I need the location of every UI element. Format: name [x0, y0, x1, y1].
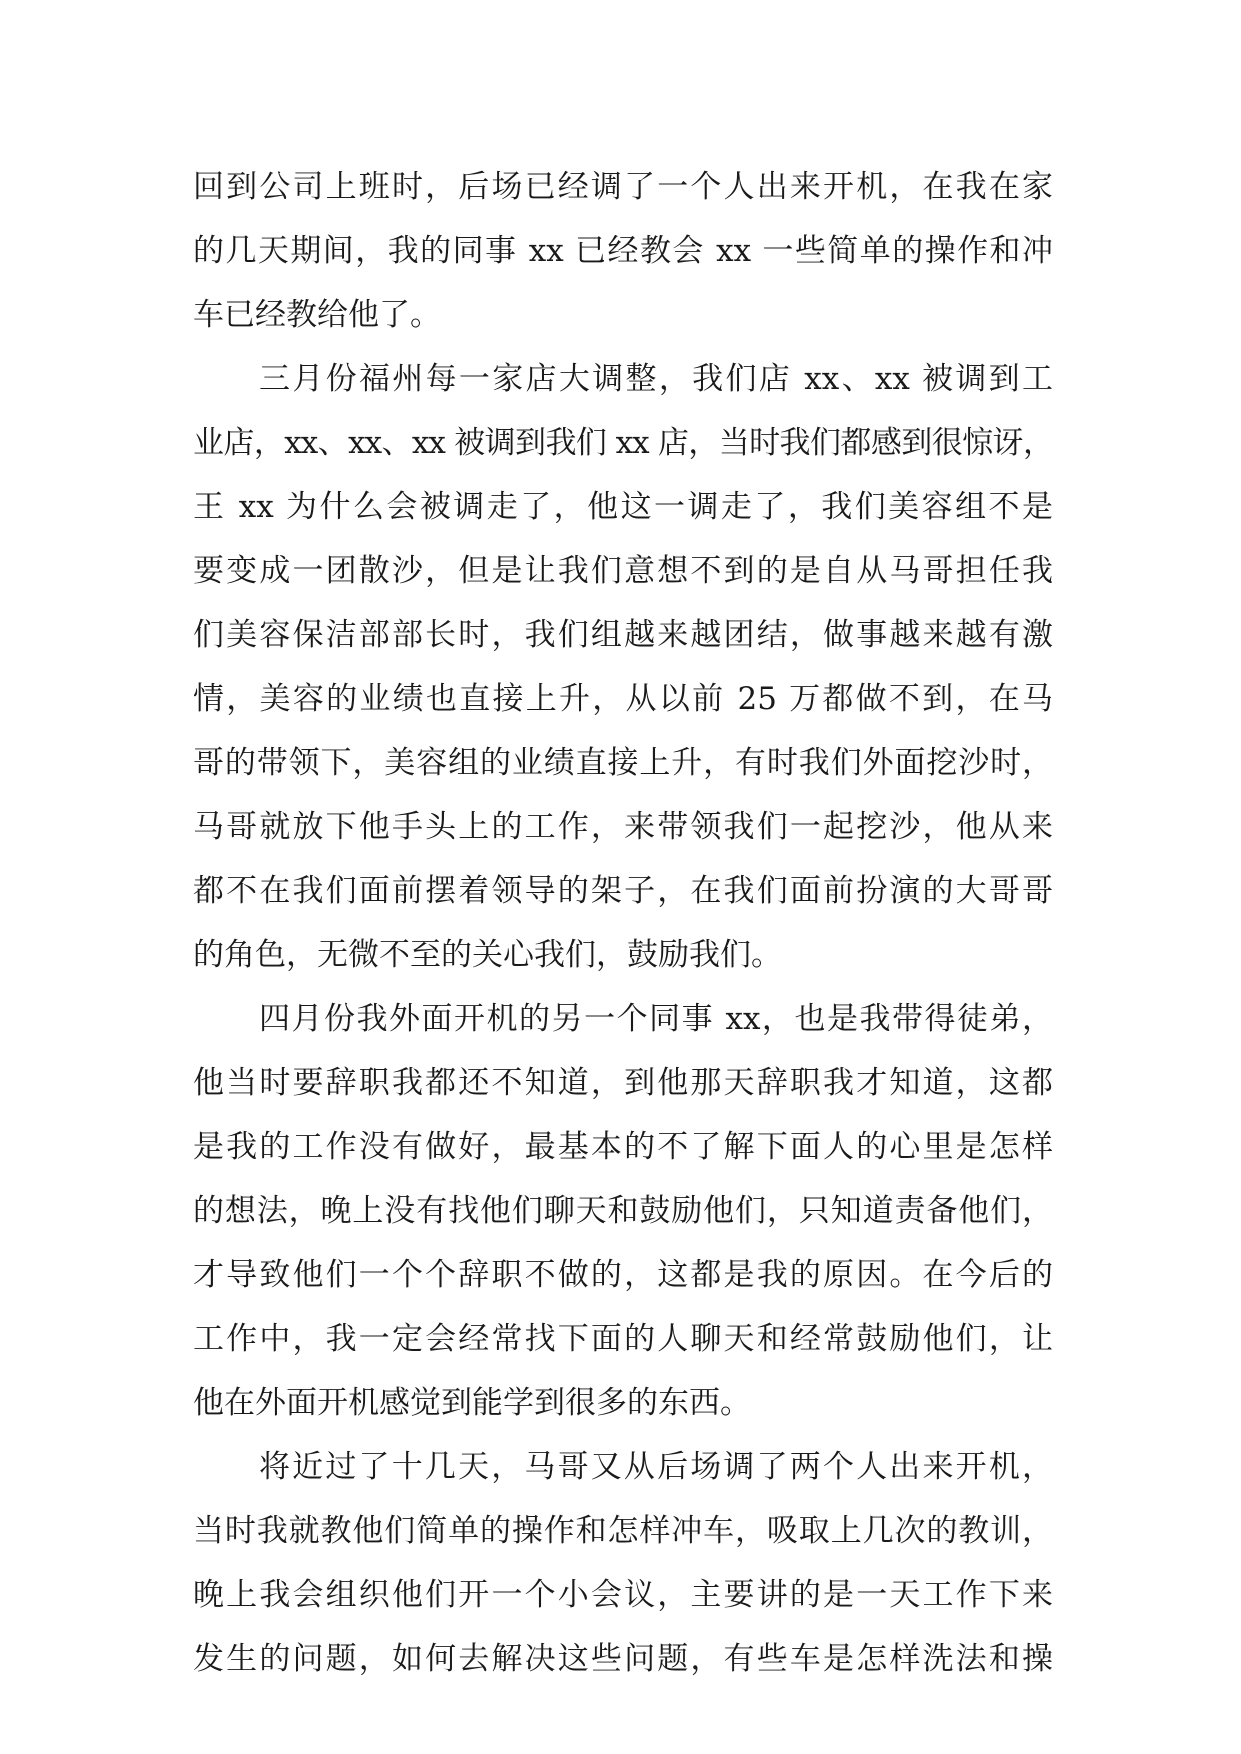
document-body [193, 155, 1053, 1691]
text-line: 晚上我会组织他们开一个小会议，主要讲的是一天工作下来 [193, 1577, 1053, 1613]
text-line: 马哥就放下他手头上的工作，来带领我们一起挖沙，他从来 [193, 809, 1053, 845]
paragraph-first-line: 将近过了十几天，马哥又从后场调了两个人出来开机， [259, 1449, 1053, 1485]
text-line: 他在外面开机感觉到能学到很多的东西。 [193, 1385, 751, 1421]
text-line: 当时我就教他们简单的操作和怎样冲车，吸取上几次的教训， [193, 1513, 1053, 1549]
paragraph-first-line: 四月份我外面开机的另一个同事 xx，也是我带得徒弟， [259, 1001, 1053, 1037]
text-line: 业店，xx、xx、xx 被调到我们 xx 店，当时我们都感到很惊讶， [193, 425, 1053, 461]
text-line: 工作中，我一定会经常找下面的人聊天和经常鼓励他们，让 [193, 1321, 1053, 1357]
text-line: 要变成一团散沙，但是让我们意想不到的是自从马哥担任我 [193, 553, 1053, 589]
text-line: 哥的带领下，美容组的业绩直接上升，有时我们外面挖沙时， [193, 745, 1053, 781]
text-line: 他当时要辞职我都还不知道，到他那天辞职我才知道，这都 [193, 1065, 1053, 1101]
text-line: 才导致他们一个个辞职不做的，这都是我的原因。在今后的 [193, 1257, 1053, 1293]
text-line: 的角色，无微不至的关心我们，鼓励我们。 [193, 937, 782, 973]
text-line: 发生的问题，如何去解决这些问题，有些车是怎样洗法和操 [193, 1641, 1053, 1677]
text-line: 情，美容的业绩也直接上升，从以前 25 万都做不到，在马 [193, 681, 1053, 717]
text-line: 的想法，晚上没有找他们聊天和鼓励他们，只知道责备他们， [193, 1193, 1053, 1229]
text-line: 们美容保洁部部长时，我们组越来越团结，做事越来越有激 [193, 617, 1053, 653]
text-line: 王 xx 为什么会被调走了，他这一调走了，我们美容组不是 [193, 489, 1053, 525]
text-line: 回到公司上班时，后场已经调了一个人出来开机，在我在家 [193, 169, 1053, 205]
paragraph-first-line: 三月份福州每一家店大调整，我们店 xx、xx 被调到工 [259, 361, 1053, 397]
text-line: 是我的工作没有做好，最基本的不了解下面人的心里是怎样 [193, 1129, 1053, 1165]
text-line: 的几天期间，我的同事 xx 已经教会 xx 一些简单的操作和冲 [193, 233, 1053, 269]
text-line: 车已经教给他了。 [193, 297, 441, 333]
text-line: 都不在我们面前摆着领导的架子，在我们面前扮演的大哥哥 [193, 873, 1053, 909]
